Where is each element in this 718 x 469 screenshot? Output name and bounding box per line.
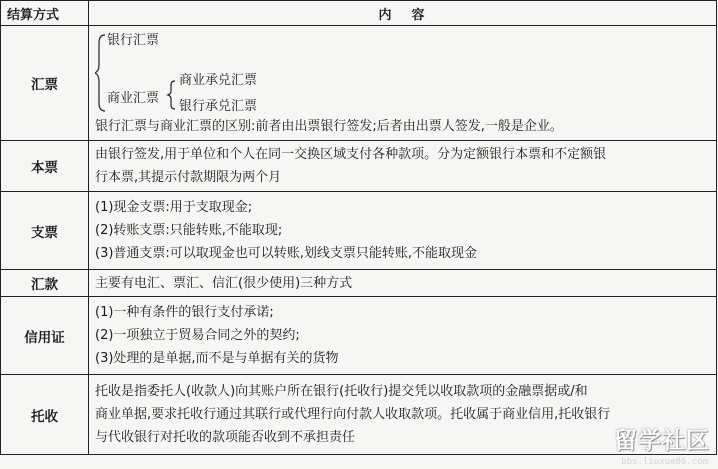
draft-difference-note: 银行汇票与商业汇票的区别:前者由出票银行签发;后者由出票人签发,一般是企业。	[95, 119, 563, 134]
text-line: (2)一项独立于贸易合同之外的契约;	[95, 328, 300, 343]
header-settlement-method: 结算方式	[1, 1, 89, 26]
branch-commercial-draft: 商业汇票	[107, 91, 160, 106]
row-label-tuoshou: 托收	[1, 375, 89, 455]
table-row	[1, 141, 717, 192]
table-row	[1, 26, 717, 141]
row-content-benpiao	[89, 141, 717, 192]
text-line: 与代收银行对托收的款项能否收到不承担责任	[95, 430, 356, 445]
sub-bank-acceptance: 银行承兑汇票	[179, 99, 258, 114]
row-content-huikuan	[89, 270, 717, 297]
draft-type-tree	[95, 29, 710, 117]
text-line: (3)处理的是单据,而不是与单据有关的货物	[95, 351, 339, 366]
text-line: (3)普通支票:可以取现金也可以转账,划线支票只能转账,不能取现金	[95, 246, 478, 261]
branch-bank-draft: 银行汇票	[107, 33, 160, 48]
text-line: (1)一种有条件的银行支付承诺;	[95, 305, 274, 320]
watermark-title: 留学社区	[614, 428, 710, 454]
table-row	[1, 297, 717, 375]
sub-commercial-acceptance: 商业承兑汇票	[179, 73, 258, 88]
row-content-xinyongzheng	[89, 297, 717, 375]
text-line: 行本票,其提示付款期限为两个月	[95, 170, 282, 185]
text-line: 由银行签发,用于单位和个人在同一交换区域支付各种款项。分为定额银行本票和不定额银	[95, 147, 607, 162]
row-content-zhipiao	[89, 192, 717, 270]
watermark-url: bbs.liuxue86.com	[621, 457, 708, 467]
row-label-huipiao: 汇票	[1, 26, 89, 141]
text-line: 商业单据,要求托收行通过其联行或代理行向付款人收取款项。托收属于商业信用,托收银行	[95, 407, 611, 422]
header-content-char2: 容	[411, 7, 427, 23]
row-content-huipiao	[89, 26, 717, 141]
text-line: (2)转账支票:只能转账,不能取现;	[95, 223, 283, 238]
row-label-zhipiao: 支票	[1, 192, 89, 270]
table-row	[1, 270, 717, 297]
text-line: (1)现金支票:用于支取现金;	[95, 200, 253, 215]
row-content-tuoshou	[89, 375, 717, 455]
row-label-huikuan: 汇款	[1, 270, 89, 297]
row-label-xinyongzheng: 信用证	[1, 297, 89, 375]
row-label-benpiao: 本票	[1, 141, 89, 192]
text-line: 主要有电汇、票汇、信汇(很少使用)三种方式	[95, 275, 353, 291]
header-content-char1: 内	[378, 7, 394, 23]
table-header-row	[1, 1, 717, 26]
text-line: 托收是指委托人(收款人)向其账户所在银行(托收行)提交凭以收取款项的金融票据或/和	[95, 384, 588, 399]
table-row	[1, 375, 717, 455]
table-row	[1, 192, 717, 270]
header-content	[89, 1, 717, 26]
